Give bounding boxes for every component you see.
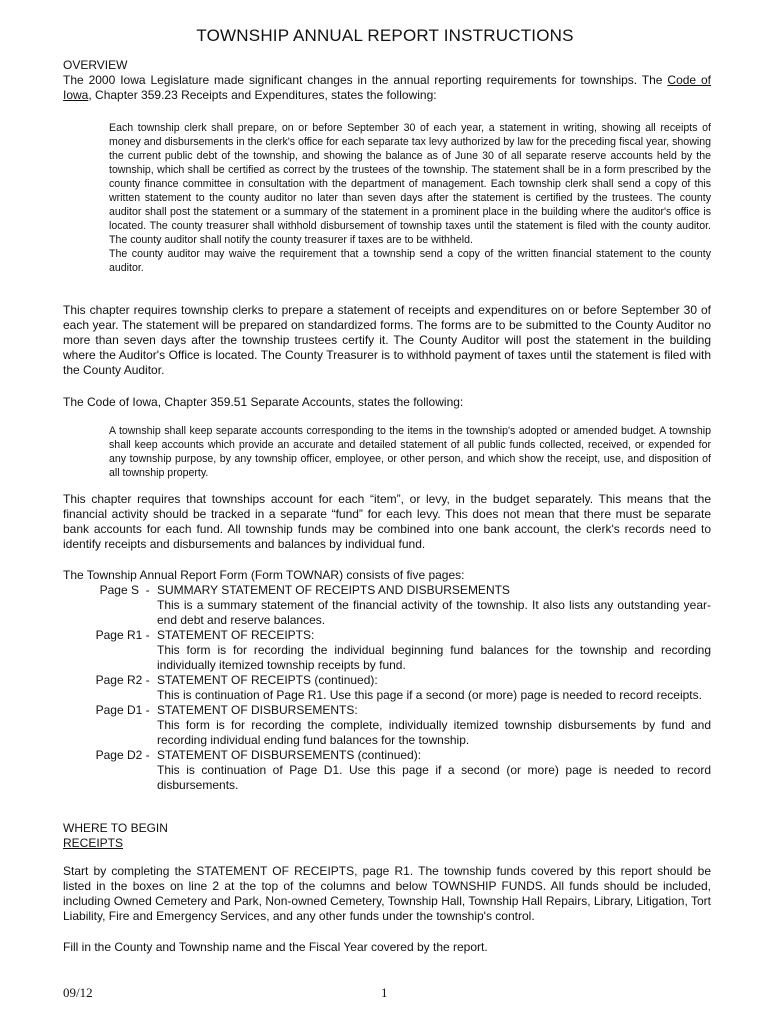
where-to-begin-heading: WHERE TO BEGIN	[63, 821, 168, 835]
page-code: Page R1 -	[95, 628, 153, 642]
footer-page-number: 1	[381, 985, 388, 1000]
page-description: This form is for recording the complete, individually itemized township disbursements by fund and recording individual ending fund balances for the township.	[157, 718, 711, 747]
fund-accounting-paragraph: This chapter requires that townships account for each “item”, or levy, in the budget separately. This means that the financial activity should be tracked in a separate “fund” for each levy. This does not mean that there must be separate bank accounts for each fund. All township funds may be combined into one bank account, the clerk's records need to identify receipts and disbursements and balances by individual fund.	[63, 492, 711, 551]
statute-quote-359-23	[109, 121, 711, 275]
page-name: STATEMENT OF RECEIPTS (continued):	[157, 673, 378, 687]
intro-text-1: The 2000 Iowa Legislature made significant changes in the annual reporting requirements for townships. The	[63, 73, 668, 87]
page-name: STATEMENT OF DISBURSEMENTS:	[157, 703, 358, 717]
page-name: SUMMARY STATEMENT OF RECEIPTS AND DISBURSEMENTS	[157, 583, 510, 597]
list-item	[63, 748, 711, 793]
overview-section	[63, 58, 711, 103]
separate-accounts-intro: The Code of Iowa, Chapter 359.51 Separate Accounts, states the following:	[63, 395, 464, 409]
page-description: This is continuation of Page D1. Use this page if a second (or more) page is needed to record disbursements.	[157, 763, 711, 792]
overview-heading: OVERVIEW	[63, 58, 128, 72]
footer-date: 09/12	[63, 985, 93, 1000]
fill-in-county-paragraph: Fill in the County and Township name and the Fiscal Year covered by the report.	[63, 940, 488, 954]
receipts-subheading: RECEIPTS	[63, 836, 124, 850]
chapter-requirements-paragraph: This chapter requires township clerks to prepare a statement of receipts and expenditures on or before September 30 of each year. The statement will be prepared on standardized forms. The forms are to be submitted to the County Auditor no more than seven days after the township trustees certify it. The County Auditor will post the statement in the building where the Auditor's Office is located. The County Treasurer is to withhold payment of taxes until the statement is filed with the County Auditor.	[63, 303, 711, 377]
page-title: TOWNSHIP ANNUAL REPORT INSTRUCTIONS	[196, 26, 574, 45]
overview-intro	[63, 73, 711, 103]
list-item	[63, 703, 711, 748]
page-name: STATEMENT OF RECEIPTS:	[157, 628, 315, 642]
receipts-instructions-paragraph: Start by completing the STATEMENT OF RECEIPTS, page R1. The township funds covered by this report should be listed in the boxes on line 2 at the top of the columns and below TOWNSHIP FUNDS. All funds should be included, including Owned Cemetery and Park, Non-owned Cemetery, Township Hall, Township Hall Repairs, Library, Litigation, Tort Liability, Fire and Emergency Services, and any other funds under the township's control.	[63, 864, 711, 923]
page-description: This is continuation of Page R1. Use this page if a second (or more) page is needed to record receipts.	[157, 688, 702, 702]
list-item	[63, 673, 711, 703]
page-description: This is a summary statement of the financial activity of the township. It also lists any outstanding year-end debt and reserve balances.	[157, 598, 711, 627]
code-of-iowa-reference: Code of Iowa	[63, 73, 712, 102]
page-code: Page D1 -	[95, 703, 153, 717]
statute-quote-359-51: A township shall keep separate accounts corresponding to the items in the township's adopted or amended budget. A township shall keep accounts which provide an accurate and detailed statement of all public funds collected, received, or expended for any township purpose, by any township officer, employee, or other person, and which show the receipt, use, and disposition of all township property.	[109, 425, 711, 479]
where-to-begin-section	[63, 821, 711, 851]
list-item	[63, 628, 711, 673]
page-code: Page R2 -	[95, 673, 153, 687]
form-pages-list	[63, 583, 711, 793]
statute-quote-paragraph: The county auditor may waive the requirement that a township send a copy of the written financial statement to the county auditor.	[109, 248, 711, 274]
form-pages-intro: The Township Annual Report Form (Form TOWNAR) consists of five pages:	[63, 568, 465, 582]
page-code: Page D2 -	[95, 748, 153, 762]
page-name: STATEMENT OF DISBURSEMENTS (continued):	[157, 748, 422, 762]
intro-text-2: , Chapter 359.23 Receipts and Expenditures, states the following:	[88, 88, 437, 102]
page-code: Page S -	[99, 583, 153, 597]
statute-quote-paragraph: Each township clerk shall prepare, on or before September 30 of each year, a statement in writing, showing all receipts of money and disbursements in the clerk's office for each separate tax levy authorized by law for the preceding fiscal year, showing the current public debt of the township, and showing the balance as of June 30 of all separate reserve accounts held by the township, which shall be certified as correct by the trustees of the township. The statement shall be in a form prescribed by the county finance committee in consultation with the department of management. Each township clerk shall send a copy of this written statement to the county auditor no later than seven days after the statement is certified by the trustees. The county auditor shall post the statement or a summary of the statement in a prominent place in the building where the auditor's office is located. The county treasurer shall withhold disbursement of township taxes until the statement is filed with the county auditor. The county auditor shall notify the county treasurer if taxes are to be withheld.	[109, 122, 711, 246]
list-item	[63, 583, 711, 628]
page-description: This form is for recording the individual beginning fund balances for the township and recording individually itemized township receipts by fund.	[157, 643, 711, 672]
